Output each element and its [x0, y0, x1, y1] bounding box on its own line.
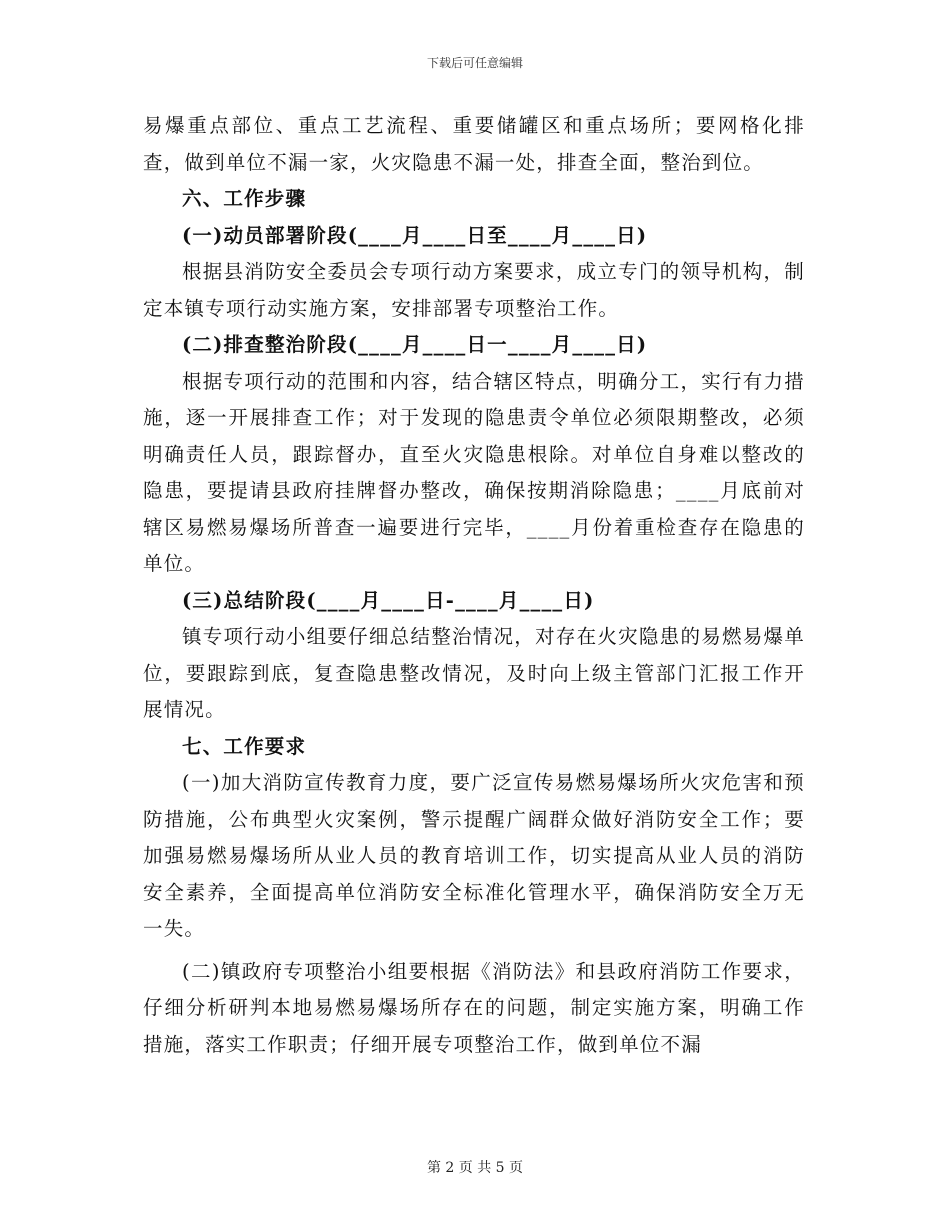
- page-header: 下载后可任意编辑: [426, 56, 523, 70]
- paragraph-requirement-2: (二)镇政府专项整治小组要根据《消防法》和县政府消防工作要求，仔细分析研判本地易燃易爆场所存在的问题，制定实施方案，明确工作措施，落实工作职责；仔细开展专项整治工作，做到单位不漏: [143, 959, 805, 1056]
- paragraph-requirement-1: (一)加大消防宣传教育力度，要广泛宣传易燃易爆场所火灾危害和预防措施，公布典型火灾案例，警示提醒广阔群众做好消防安全工作；要加强易燃易爆场所从业人员的教育培训工作，切实提高从业人员的消防安全素养，全面提高单位消防安全标准化管理水平，确保消防安全万无一失。: [143, 771, 805, 940]
- subheading-inspection-stage: (二)排查整治阶段(____月____日一____月____日): [182, 333, 648, 356]
- subheading-mobilization-stage: (一)动员部署阶段(____月____日至____月____日): [182, 223, 648, 247]
- paragraph-continuation: 易爆重点部位、重点工艺流程、重要储罐区和重点场所；要网格化排查，做到单位不漏一家，火灾隐患不漏一处，排查全面，整治到位。: [143, 114, 805, 174]
- paragraph-summary: 镇专项行动小组要仔细总结整治情况，对存在火灾隐患的易燃易爆单位，要跟踪到底，复查隐患整改情况，及时向上级主管部门汇报工作开展情况。: [143, 625, 805, 721]
- section-heading-work-steps: 六、工作步骤: [182, 187, 307, 210]
- subheading-summary-stage: (三)总结阶段(____月____日-____月____日): [182, 588, 595, 612]
- section-heading-work-requirements: 七、工作要求: [182, 734, 307, 758]
- page-footer: 第 2 页 共 5 页: [426, 1160, 524, 1176]
- paragraph-inspection: 根据专项行动的范围和内容，结合辖区特点，明确分工，实行有力措施，逐一开展排查工作；对于发现的隐患责令单位必须限期整改，必须明确责任人员，跟踪督办，直至火灾隐患根除。对单位自身难以整改的隐患，要提请县政府挂牌督办整改，确保按期消除隐患；____月底前对辖区易燃易爆场所普查一遍要进行完毕，____月份着重检查存在隐患的单位。: [143, 369, 805, 575]
- paragraph-mobilization: 根据县消防安全委员会专项行动方案要求，成立专门的领导机构，制定本镇专项行动实施方案，安排部署专项整治工作。: [143, 260, 805, 320]
- document-body: [143, 108, 805, 1063]
